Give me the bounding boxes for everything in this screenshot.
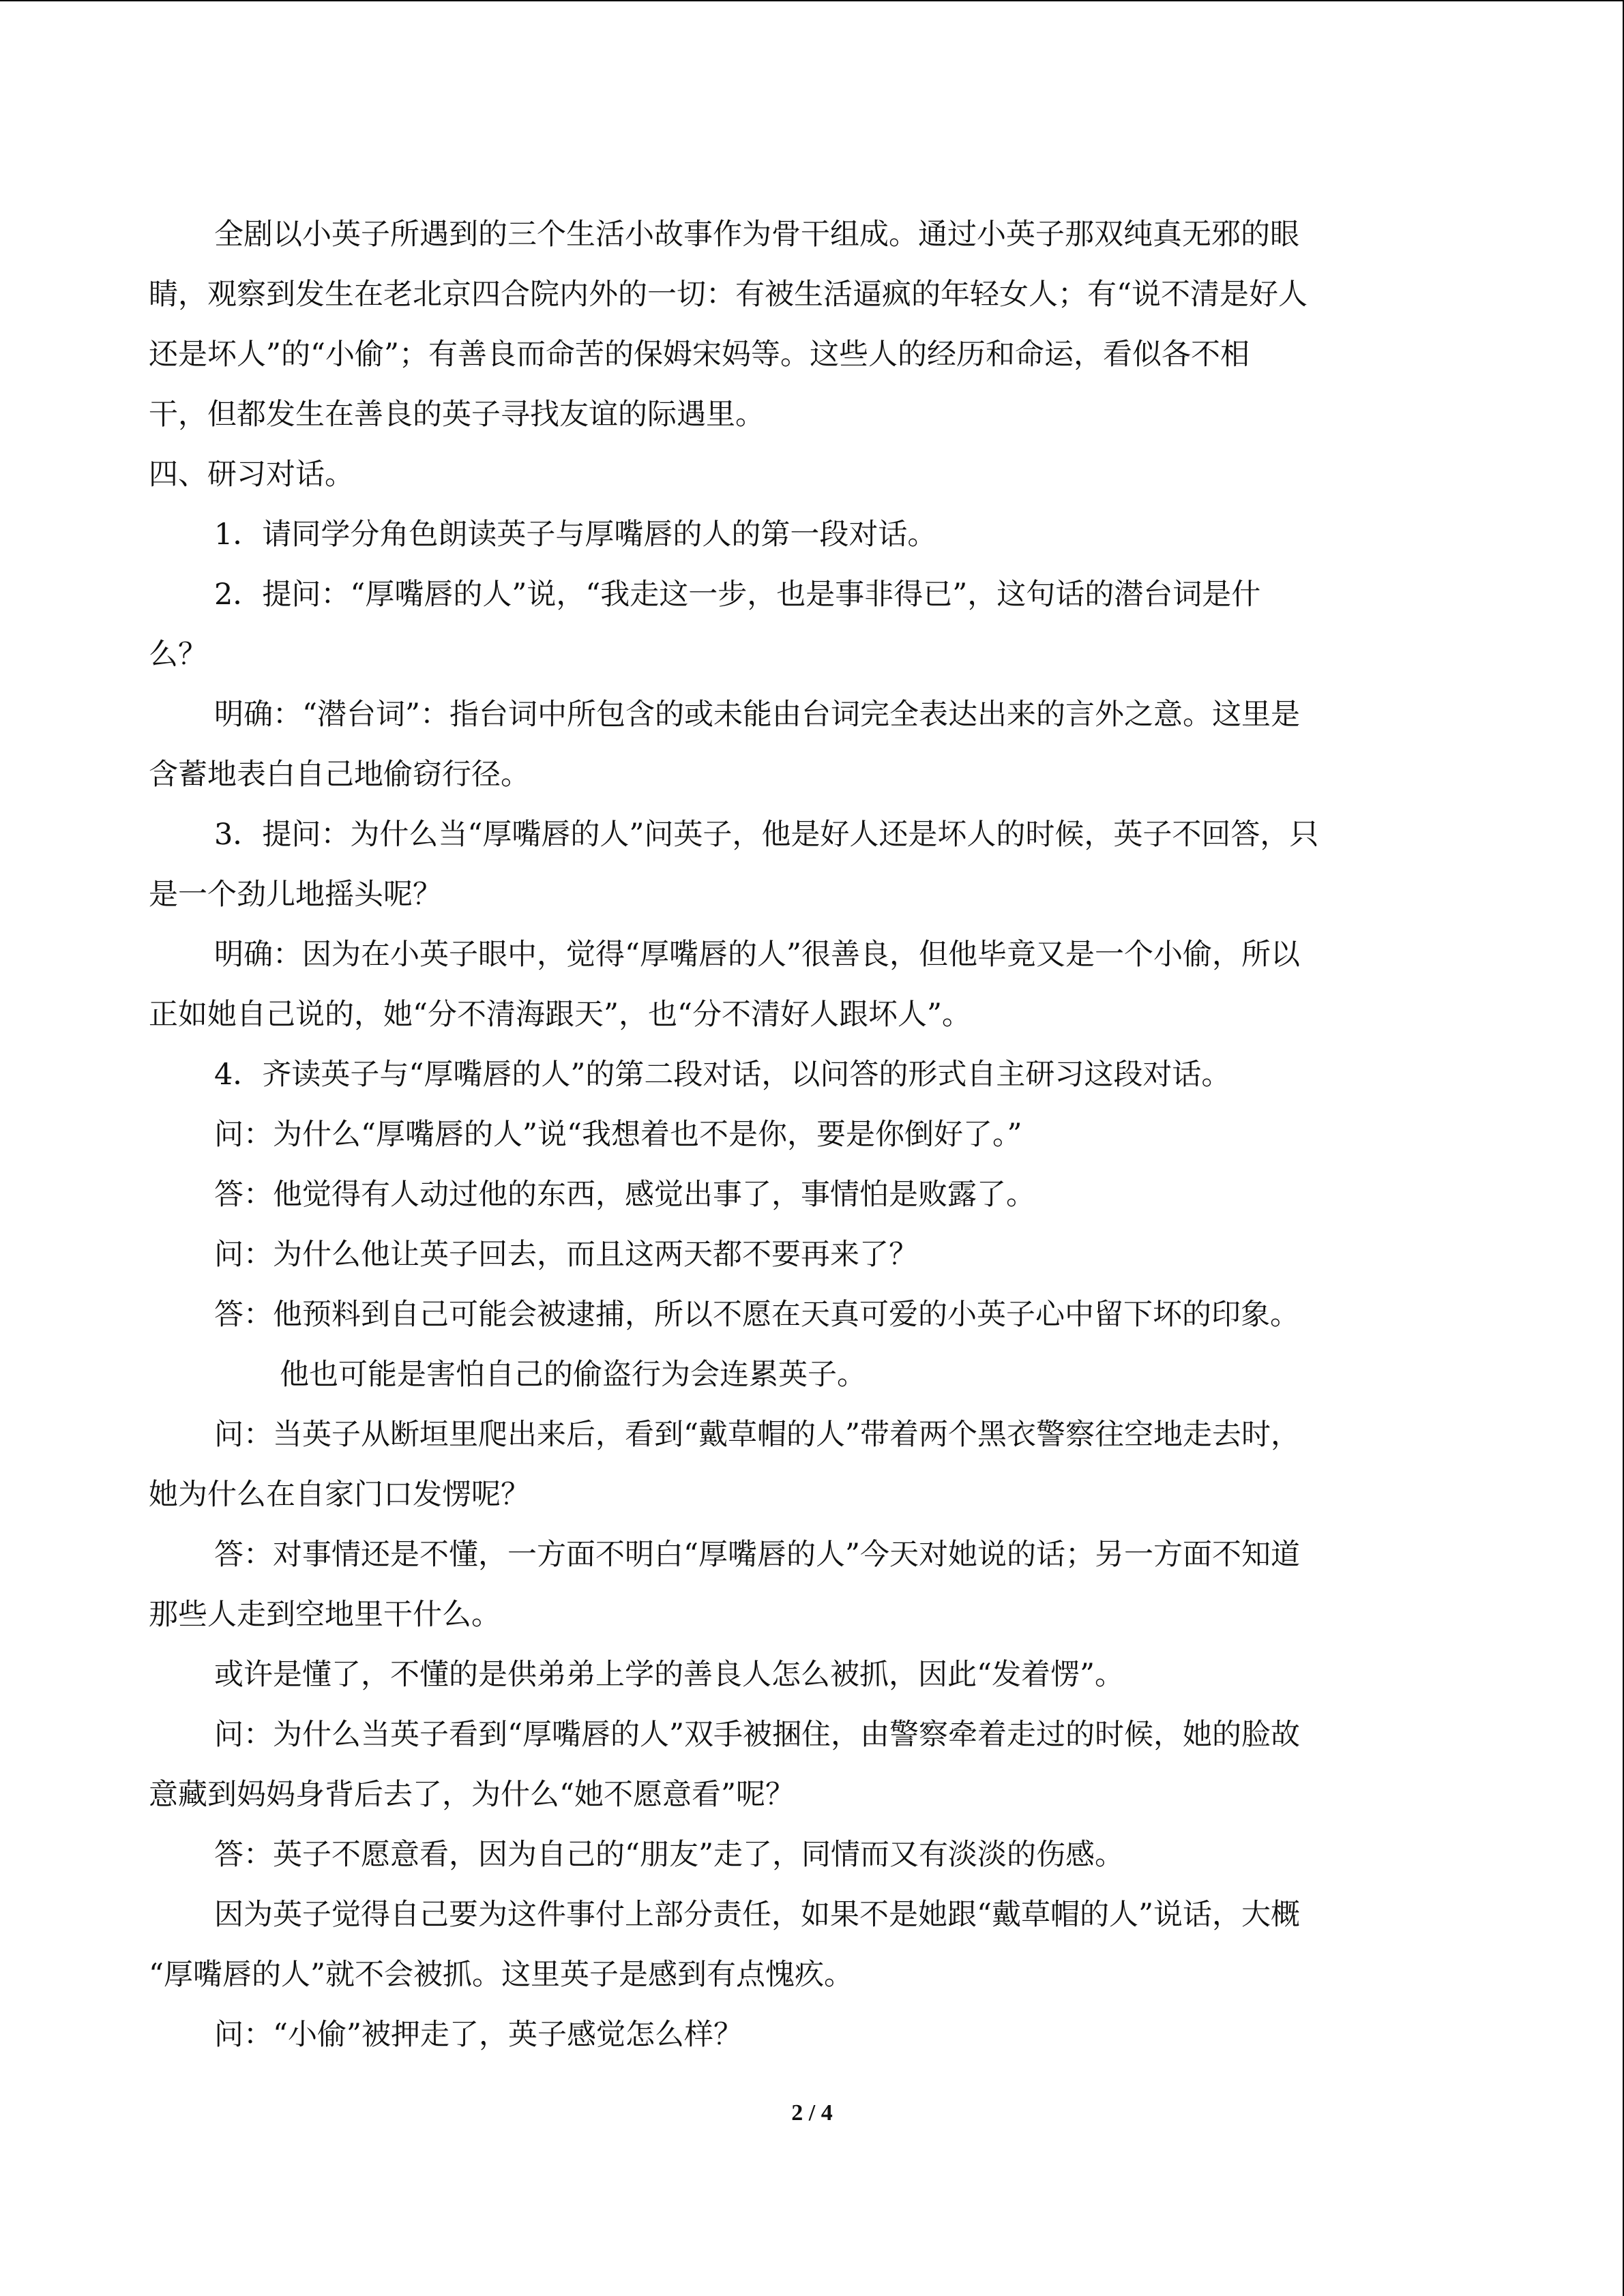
text-line: 答：他觉得有人动过他的东西，感觉出事了，事情怕是败露了。	[214, 1178, 1035, 1212]
text-line: 答：对事情还是不懂，一方面不明白“厚嘴唇的人”今天对她说的话；另一方面不知道	[214, 1538, 1300, 1572]
text-line: 因为英子觉得自己要为这件事付上部分责任，如果不是她跟“戴草帽的人”说话，大概	[214, 1898, 1300, 1932]
text-line: 睛，观察到发生在老北京四合院内外的一切：有被生活逼疯的年轻女人；有“说不清是好人	[149, 278, 1308, 312]
text-line: 4．齐读英子与“厚嘴唇的人”的第二段对话，以问答的形式自主研习这段对话。	[214, 1058, 1231, 1092]
section-heading: 四、研习对话。	[149, 458, 354, 492]
text-line: 或许是懂了，不懂的是供弟弟上学的善良人怎么被抓，因此“发着愣”。	[214, 1658, 1124, 1692]
text-line: 答：英子不愿意看，因为自己的“朋友”走了，同情而又有淡淡的伤感。	[214, 1838, 1124, 1872]
text-line: 含蓄地表白自己地偷窃行径。	[149, 758, 530, 792]
text-line: 明确：因为在小英子眼中，觉得“厚嘴唇的人”很善良，但他毕竟又是一个小偷，所以	[214, 938, 1300, 972]
page-number: 2 / 4	[791, 2100, 833, 2126]
text-line: 么？	[149, 638, 207, 672]
text-line: 答：他预料到自己可能会被逮捕，所以不愿在天真可爱的小英子心中留下坏的印象。	[214, 1298, 1299, 1332]
text-line: 那些人走到空地里干什么。	[149, 1598, 501, 1632]
text-line: 问：为什么当英子看到“厚嘴唇的人”双手被捆住，由警察牵着走过的时候，她的脸故	[214, 1718, 1300, 1752]
document-body	[149, 205, 1472, 2065]
text-line: 问：为什么“厚嘴唇的人”说“我想着也不是你，要是你倒好了。”	[214, 1118, 1022, 1152]
text-line: 问：当英子从断垣里爬出来后，看到“戴草帽的人”带着两个黑衣警察往空地走去时，	[214, 1418, 1300, 1452]
text-line: 明确：“潜台词”：指台词中所包含的或未能由台词完全表达出来的言外之意。这里是	[214, 698, 1300, 732]
text-line: 意藏到妈妈身背后去了，为什么“她不愿意看”呢？	[149, 1778, 795, 1812]
text-line: “厚嘴唇的人”就不会被抓。这里英子是感到有点愧疚。	[149, 1958, 853, 1992]
text-line: 还是坏人”的“小偷”；有善良而命苦的保姆宋妈等。这些人的经历和命运，看似各不相	[149, 338, 1250, 372]
text-line: 问：为什么他让英子回去，而且这两天都不要再来了？	[214, 1238, 918, 1272]
text-line: 全剧以小英子所遇到的三个生活小故事作为骨干组成。通过小英子那双纯真无邪的眼	[214, 218, 1299, 252]
text-line: 他也可能是害怕自己的偷盗行为会连累英子。	[280, 1358, 866, 1392]
text-line: 3．提问：为什么当“厚嘴唇的人”问英子，他是好人还是坏人的时候，英子不回答，只	[214, 818, 1319, 852]
text-line: 干，但都发生在善良的英子寻找友谊的际遇里。	[149, 398, 765, 432]
text-line: 是一个劲儿地摇头呢？	[149, 878, 442, 912]
text-line: 1．请同学分角色朗读英子与厚嘴唇的人的第一段对话。	[214, 518, 937, 552]
text-line: 2．提问：“厚嘴唇的人”说，“我走这一步，也是事非得已”，这句话的潜台词是什	[214, 578, 1261, 612]
text-line: 她为什么在自家门口发愣呢？	[149, 1478, 530, 1512]
text-line: 正如她自己说的，她“分不清海跟天”，也“分不清好人跟坏人”。	[149, 998, 971, 1032]
text-line: 问：“小偷”被押走了，英子感觉怎么样？	[214, 2018, 743, 2052]
